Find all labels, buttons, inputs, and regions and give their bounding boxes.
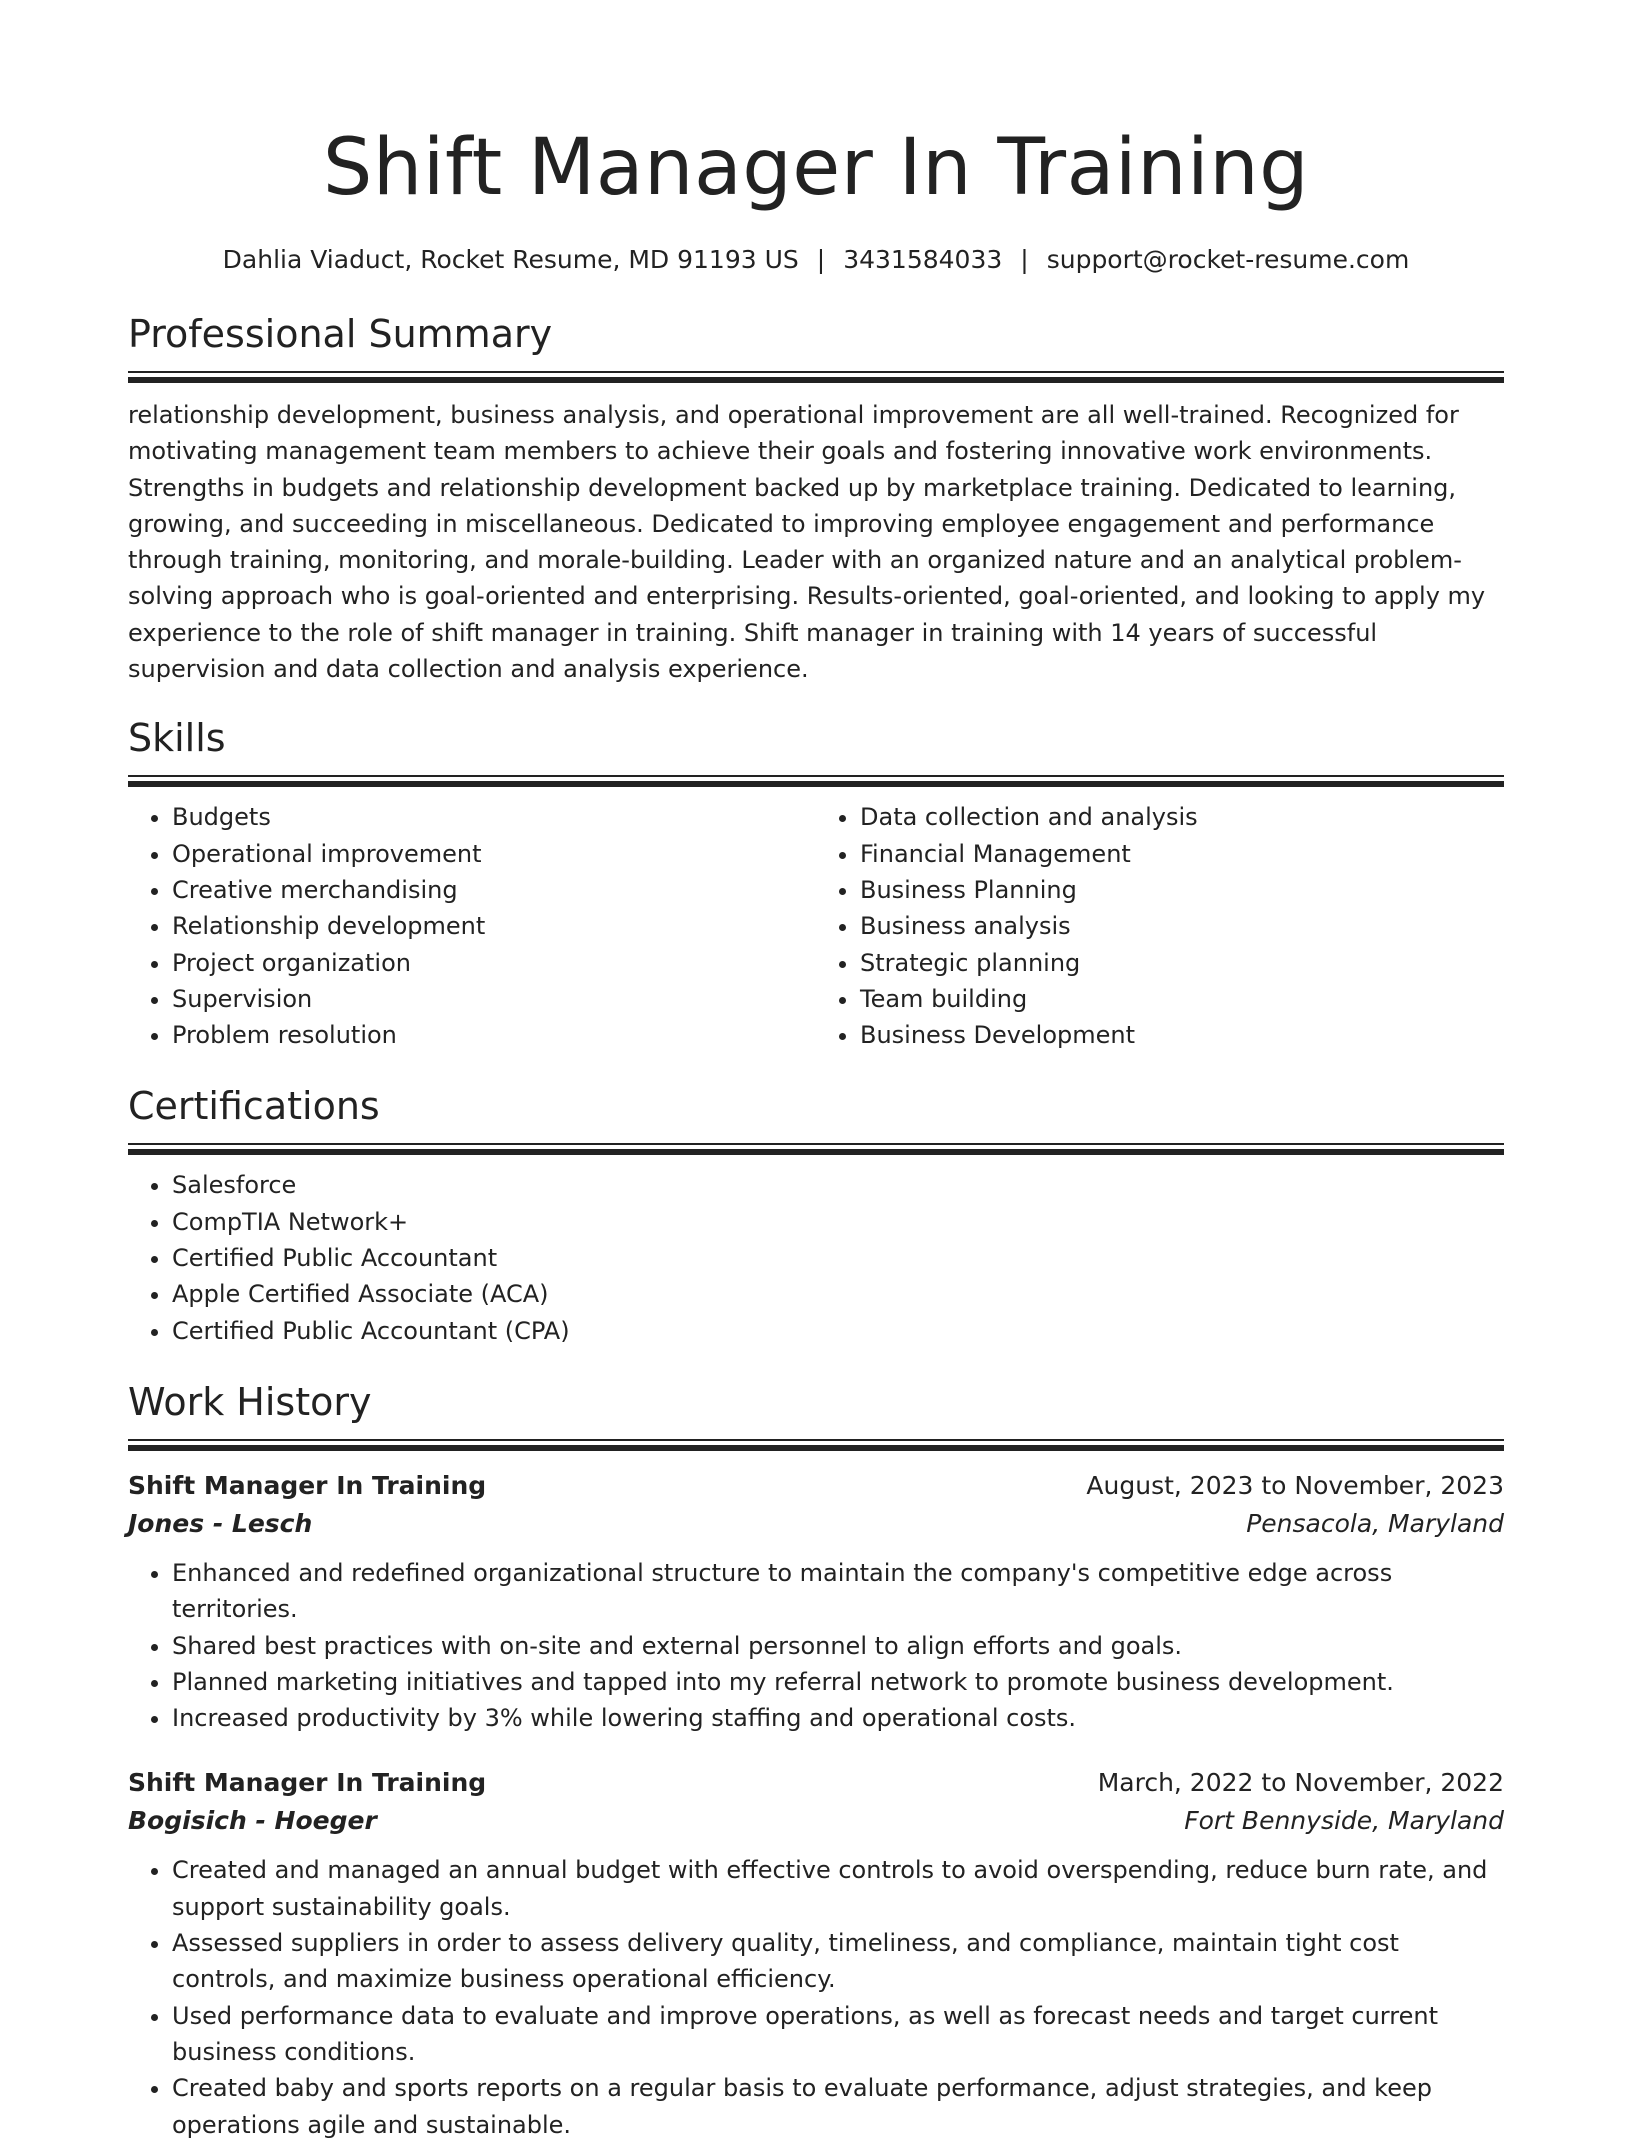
certifications-heading: Certifications <box>128 1084 380 1129</box>
job-bullet: • Increased productivity by 3% while lowering staffing and operational costs. <box>172 1700 1504 1736</box>
job-bullet: • Assessed suppliers in order to assess delivery quality, timeliness, and compliance, maintain tight cost controls, and maximize business operational efficiency. <box>172 1925 1504 1998</box>
contact-separator: | <box>816 245 826 274</box>
certification-item: • Apple Certified Associate (ACA) <box>172 1276 1504 1312</box>
skill-item: • Budgets <box>172 799 816 835</box>
job-company-row <box>128 1505 1504 1543</box>
skills-heading: Skills <box>128 716 226 761</box>
job-dates: March, 2022 to November, 2022 <box>1097 1768 1504 1798</box>
work-history-section <box>128 1377 1504 2143</box>
section-divider <box>128 1439 1504 1451</box>
job-location: Fort Bennyside, Maryland <box>1184 1806 1504 1836</box>
skills-columns <box>128 787 1504 1053</box>
job-bullets <box>128 1852 1504 2142</box>
job-bullet: • Planned marketing initiatives and tapped into my referral network to promote business development. <box>172 1664 1504 1700</box>
section-divider <box>128 775 1504 787</box>
job-title: Shift Manager In Training <box>128 1768 487 1798</box>
job-bullet: • Enhanced and redefined organizational structure to maintain the company's competitive edge across territories. <box>172 1555 1504 1628</box>
job-entry <box>128 1764 1504 2142</box>
contact-address: Dahlia Viaduct, Rocket Resume, MD 91193 US <box>222 245 799 274</box>
job-company-row <box>128 1802 1504 1840</box>
job-header-row <box>128 1764 1504 1802</box>
skill-item: • Operational improvement <box>172 836 816 872</box>
job-company: Jones - Lesch <box>128 1508 313 1538</box>
job-company: Bogisich - Hoeger <box>128 1806 377 1836</box>
skills-list-left <box>128 799 816 1053</box>
job-dates: August, 2023 to November, 2023 <box>1086 1470 1504 1500</box>
job-bullet: • Created baby and sports reports on a regular basis to evaluate performance, adjust strategies, and keep operations agile and sustainable. <box>172 2070 1504 2143</box>
job-header-row <box>128 1467 1504 1505</box>
skill-item: • Project organization <box>172 945 816 981</box>
resume-title: Shift Manager In Training <box>322 123 1310 213</box>
section-divider <box>128 371 1504 383</box>
job-entry <box>128 1467 1504 1736</box>
work-history-heading: Work History <box>128 1379 372 1424</box>
job-bullet: • Used performance data to evaluate and improve operations, as well as forecast needs and target current business conditions. <box>172 1998 1504 2071</box>
skill-item: • Strategic planning <box>860 945 1504 981</box>
job-bullet: • Shared best practices with on-site and external personnel to align efforts and goals. <box>172 1628 1504 1664</box>
skill-item: • Creative merchandising <box>172 872 816 908</box>
skill-item: • Data collection and analysis <box>860 799 1504 835</box>
contact-separator: | <box>1020 245 1029 274</box>
skills-section <box>128 713 1504 1053</box>
contact-email: support@rocket-resume.com <box>1046 245 1410 274</box>
skills-list-right <box>816 799 1504 1053</box>
skill-item: • Business analysis <box>860 908 1504 944</box>
skill-item: • Team building <box>860 981 1504 1017</box>
summary-heading: Professional Summary <box>128 312 553 356</box>
summary-text: relationship development, business analysis, and operational improvement are all well-trained. Recognized for motivating management team members to achieve their goals and fostering innovative work environments. Strengths in budgets and relationship development backed up by marketplace training. Dedicated to learning, growing, and succeeding in miscellaneous. Dedicated to improving employee engagement and performance through training, monitoring, and morale-building. Leader with an organized nature and an analytical problem-solving approach who is goal-oriented and enterprising. Results-oriented, goal-oriented, and looking to apply my experience to the role of shift manager in training. Shift manager in training with 14 years of successful supervision and data collection and analysis experience. <box>128 401 1486 684</box>
certifications-section <box>128 1081 1504 1348</box>
skill-item: • Business Development <box>860 1017 1504 1053</box>
job-bullet: • Created and managed an annual budget with effective controls to avoid overspending, reduce burn rate, and support sustainability goals. <box>172 1852 1504 1925</box>
job-title: Shift Manager In Training <box>128 1470 487 1500</box>
skill-item: • Problem resolution <box>172 1017 816 1053</box>
skill-item: • Business Planning <box>860 872 1504 908</box>
contact-line <box>128 242 1504 278</box>
certification-item: • Salesforce <box>172 1167 1504 1203</box>
job-location: Pensacola, Maryland <box>1246 1508 1504 1538</box>
certifications-list <box>128 1167 1504 1348</box>
skill-item: • Relationship development <box>172 908 816 944</box>
section-divider <box>128 1143 1504 1155</box>
certification-item: • CompTIA Network+ <box>172 1204 1504 1240</box>
skill-item: • Financial Management <box>860 836 1504 872</box>
summary-section <box>128 309 1504 687</box>
skill-item: • Supervision <box>172 981 816 1017</box>
certification-item: • Certified Public Accountant (CPA) <box>172 1313 1504 1349</box>
contact-phone: 3431584033 <box>843 245 1003 274</box>
job-bullets <box>128 1555 1504 1736</box>
certification-item: • Certified Public Accountant <box>172 1240 1504 1276</box>
